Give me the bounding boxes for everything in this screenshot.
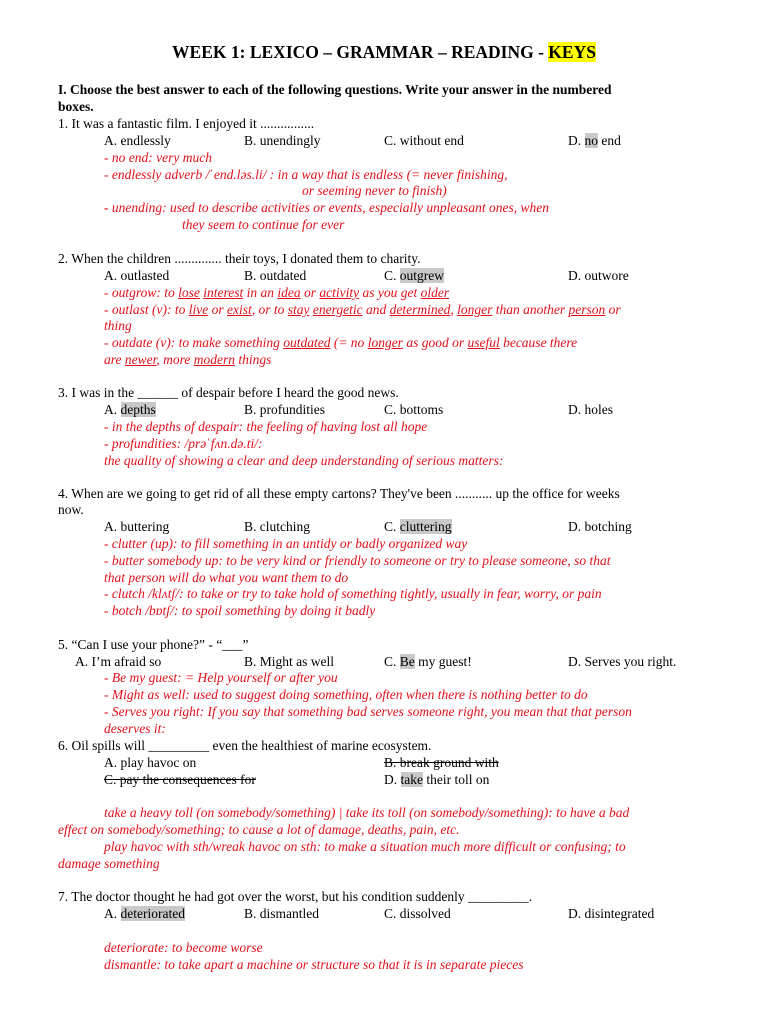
q2-explanation-3: thing	[104, 318, 132, 333]
q7-answer-highlight: deteriorated	[120, 906, 185, 921]
q1-explanation-5: they seem to continue for ever	[182, 217, 345, 232]
q6-option-c: C. pay the consequences for	[104, 772, 256, 787]
title-text: WEEK 1: LEXICO – GRAMMAR – READING -	[172, 42, 549, 62]
q1-option-c: C. without end	[384, 133, 464, 148]
q5-option-c: C. Be my guest!	[384, 654, 472, 669]
q7-option-b: B. dismantled	[244, 906, 319, 921]
q5-option-b: B. Might as well	[244, 654, 334, 669]
q3-explanation-1: - in the depths of despair: the feeling of having lost all hope	[104, 419, 428, 434]
q5-explanation-2: - Might as well: used to suggest doing something, often when there is nothing better to do	[104, 687, 588, 702]
q5-option-d: D. Serves you right.	[568, 654, 677, 669]
q2-explanation-4: - outdate (v): to make something outdated (= no longer as good or useful because there	[104, 335, 578, 350]
q3-option-c: C. bottoms	[384, 402, 444, 417]
q4-answer-highlight: cluttering	[399, 519, 452, 534]
q7-option-c: C. dissolved	[384, 906, 451, 921]
q1-option-a: A. endlessly	[104, 133, 171, 148]
q1-option-d: D. no end	[568, 133, 621, 148]
question-7-stem: 7. The doctor thought he had got over the worst, but his condition suddenly _________.	[58, 889, 533, 904]
q3-explanation-2: - profundities: /prəˈfʌn.də.ti/:	[104, 436, 263, 451]
q3-option-d: D. holes	[568, 402, 613, 417]
q2-explanation-5: are newer, more modern things	[104, 352, 272, 367]
q3-option-b: B. profundities	[244, 402, 325, 417]
q4-explanation-3: that person will do what you want them to do	[104, 570, 349, 585]
question-3-stem: 3. I was in the ______ of despair before I heard the good news.	[58, 385, 399, 400]
q1-explanation-2: - endlessly adverb /ˈend.ləs.li/ : in a way that is endless (= never finishing,	[104, 167, 508, 182]
q5-answer-highlight: Be	[399, 654, 415, 669]
q3-explanation-3: the quality of showing a clear and deep understanding of serious matters:	[104, 453, 504, 468]
section-instructions: I. Choose the best answer to each of the following questions. Write your answer in the numbered	[58, 82, 612, 97]
q2-option-b: B. outdated	[244, 268, 307, 283]
q4-option-d: D. botching	[568, 519, 632, 534]
q6-explanation-2: effect on somebody/something; to cause a lot of damage, deaths, pain, etc.	[58, 822, 460, 837]
q6-explanation-3: play havoc with sth/wreak havoc on sth: to make a situation much more difficult or confusing; to	[104, 839, 626, 854]
q5-option-a: A. I’m afraid so	[75, 654, 162, 669]
q7-explanation-1: deteriorate: to become worse	[104, 940, 263, 955]
title-keys-highlight: KEYS	[548, 42, 596, 62]
q4-explanation-1: - clutter (up): to fill something in an untidy or badly organized way	[104, 536, 468, 551]
q2-option-d: D. outwore	[568, 268, 629, 283]
q4-option-c: C. cluttering	[384, 519, 452, 534]
q2-option-c: C. outgrew	[384, 268, 445, 283]
q6-explanation-1: take a heavy toll (on somebody/something) | take its toll (on somebody/something): to have a bad	[104, 805, 630, 820]
q6-option-b: B. break ground with	[384, 755, 499, 770]
q6-option-d: D. take their toll on	[384, 772, 490, 787]
q4-explanation-5: - botch /bɒtʃ/: to spoil something by doing it badly	[104, 603, 376, 618]
question-6-stem: 6. Oil spills will _________ even the healthiest of marine ecosystem.	[58, 738, 432, 753]
q4-option-b: B. clutching	[244, 519, 310, 534]
page-title	[0, 44, 768, 61]
question-2-stem: 2. When the children .............. their toys, I donated them to charity.	[58, 251, 421, 266]
q5-explanation-1: - Be my guest: = Help yourself or after you	[104, 670, 338, 685]
question-5-stem: 5. “Can I use your phone?” - “___”	[58, 637, 249, 652]
q4-explanation-2: - butter somebody up: to be very kind or friendly to someone or try to please someone, so that	[104, 553, 611, 568]
q4-option-a: A. buttering	[104, 519, 170, 534]
q1-option-b: B. unendingly	[244, 133, 321, 148]
q5-explanation-3: - Serves you right: If you say that something bad serves someone right, you mean that that person	[104, 704, 632, 719]
q7-option-a: A. deteriorated	[104, 906, 185, 921]
section-instructions-cont: boxes.	[58, 99, 94, 114]
q1-explanation-3: or seeming never to finish)	[302, 183, 447, 198]
q3-answer-highlight: depths	[120, 402, 156, 417]
question-4-stem: 4. When are we going to get rid of all these empty cartons? They've been ........... up the office for weeks	[58, 486, 620, 501]
q2-answer-highlight: outgrew	[399, 268, 445, 283]
q2-option-a: A. outlasted	[104, 268, 170, 283]
q6-answer-highlight: take	[400, 772, 423, 787]
q1-answer-highlight: no	[584, 133, 598, 148]
q3-option-a: A. depths	[104, 402, 156, 417]
q7-explanation-2: dismantle: to take apart a machine or structure so that it is in separate pieces	[104, 957, 524, 972]
question-1-stem: 1. It was a fantastic film. I enjoyed it ................	[58, 116, 315, 131]
q2-explanation-1: - outgrow: to lose interest in an idea or activity as you get older	[104, 285, 450, 300]
q1-explanation-4: - unending: used to describe activities or events, especially unpleasant ones, when	[104, 200, 550, 215]
q2-explanation-2: - outlast (v): to live or exist, or to stay energetic and determined, longer than another person or	[104, 302, 621, 317]
q1-explanation-1: - no end: very much	[104, 150, 212, 165]
q7-option-d: D. disintegrated	[568, 906, 655, 921]
q5-explanation-4: deserves it:	[104, 721, 166, 736]
question-4-stem-cont: now.	[58, 502, 84, 517]
q4-explanation-4: - clutch /klʌtʃ/: to take or try to take hold of something tightly, usually in fear, worry, or pain	[104, 586, 602, 601]
q6-option-a: A. play havoc on	[104, 755, 197, 770]
q6-explanation-4: damage something	[58, 856, 160, 871]
